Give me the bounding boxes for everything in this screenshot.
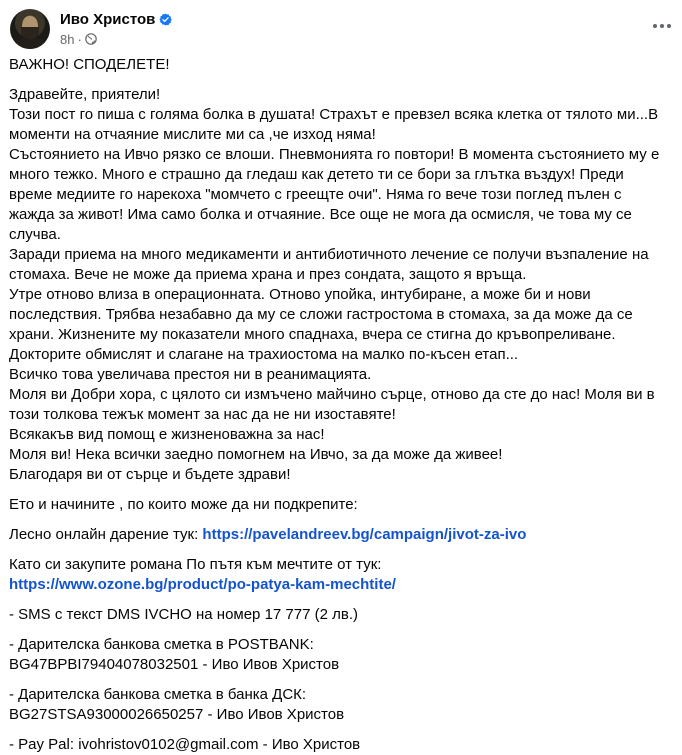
dsk-label: - Дарителска банкова сметка в банка ДСК: <box>9 686 307 703</box>
post-line: Моля ви! Нека всички заедно помогнем на Ивчо, за да може да живее! <box>9 446 503 463</box>
more-options-icon[interactable] <box>650 14 674 38</box>
author-name[interactable]: Иво Христов <box>60 10 156 28</box>
post-line: Всякакъв вид помощ е жизненоважна за нас! <box>9 426 325 443</box>
post-line: Този пост го пиша с голяма болка в душата! Страхът е превзел всяка клетка от тялото ми...В <box>9 106 659 123</box>
verified-badge-icon <box>159 13 172 26</box>
author-row <box>60 9 172 29</box>
post-line: моменти на отчаяние мислите ми са ,че изход няма! <box>9 126 376 143</box>
post-line: Докторите обмислят и слагане на трахиостома на малко по-късен етап... <box>9 346 519 363</box>
book-link[interactable]: https://www.ozone.bg/product/po-patya-kam-mechtite/ <box>9 576 396 593</box>
donation-label: Лесно онлайн дарение тук: <box>9 526 203 543</box>
post-meta <box>60 31 97 47</box>
post-line: храни. Жизнените му показатели много спаднаха, вчера се стигна до кръвопреливане. <box>9 326 616 343</box>
post-line: жажда за живот! Има само болка и отчаяние. Все още не мога да осмисля, че това му се <box>9 206 632 223</box>
post-line: Заради приема на много медикаменти и антибиотичното лечение се получи възпаление на <box>9 246 649 263</box>
post-line: много тежко. Много е страшно да гледаш как детето ти се бори за глътка въздух! Преди <box>9 166 624 183</box>
postbank-label: - Дарителска банкова сметка в POSTBANK: <box>9 636 314 653</box>
meta-separator: · <box>77 31 82 47</box>
post-line: Всичко това увеличава престоя ни в реанимацията. <box>9 366 372 383</box>
postbank-iban: BG47BPBI79404078032501 - Иво Ивов Христов <box>9 656 340 673</box>
globe-icon[interactable] <box>85 33 97 45</box>
post-paragraph <box>9 85 677 485</box>
post-title: ВАЖНО! СПОДЕЛЕТЕ! <box>9 56 170 73</box>
post-line: Здравейте, приятели! <box>9 86 161 103</box>
post-line: Благодаря ви от сърце и бъдете здрави! <box>9 466 291 483</box>
donation-line <box>9 525 677 545</box>
post-line: време медиите го нарекоха "момчето с грeещте очи". Няма го вече този поглед пълен с <box>9 186 622 203</box>
post-line: този толкова тежък момент за нас да не ни изоставяте! <box>9 406 396 423</box>
post-header <box>0 0 682 56</box>
post-line: Моля ви Добри хора, с цялото си измъчено майчино сърце, отново да сте до нас! Моля ви в <box>9 386 655 403</box>
post-line: последствия. Трябва незабавно да му се сложи гастростома в стомаха, за да може да се <box>9 306 633 323</box>
ways-intro: Ето и начините , по които може да ни подкрепите: <box>9 496 358 513</box>
post-line: случва. <box>9 226 61 243</box>
post-line: стомаха. Вече не може да приема храна и през сондата, защото я връща. <box>9 266 527 283</box>
paypal-info: - Pay Pal: ivohristov0102@gmail.com - Иво Христов <box>9 736 361 753</box>
post-body <box>9 55 677 755</box>
dsk-iban: BG27STSA93000026650257 - Иво Ивов Христов <box>9 706 345 723</box>
post-timestamp[interactable]: 8h <box>60 31 75 47</box>
author-avatar[interactable] <box>10 9 50 49</box>
sms-info: - SMS с текст DMS IVCHO на номер 17 777 (2 лв.) <box>9 606 359 623</box>
donation-link[interactable]: https://pavelandreev.bg/campaign/jivot-za-ivo <box>202 526 527 543</box>
book-label: Като си закупите романа По пътя към мечтите от тук: <box>9 556 382 573</box>
post-line: Утре отново влиза в операционната. Отново упойка, интубиране, а може би и нови <box>9 286 591 303</box>
post-line: Състоянието на Ивчо рязко се влоши. Пневмонията го повтори! В момента състоянието му е <box>9 146 660 163</box>
